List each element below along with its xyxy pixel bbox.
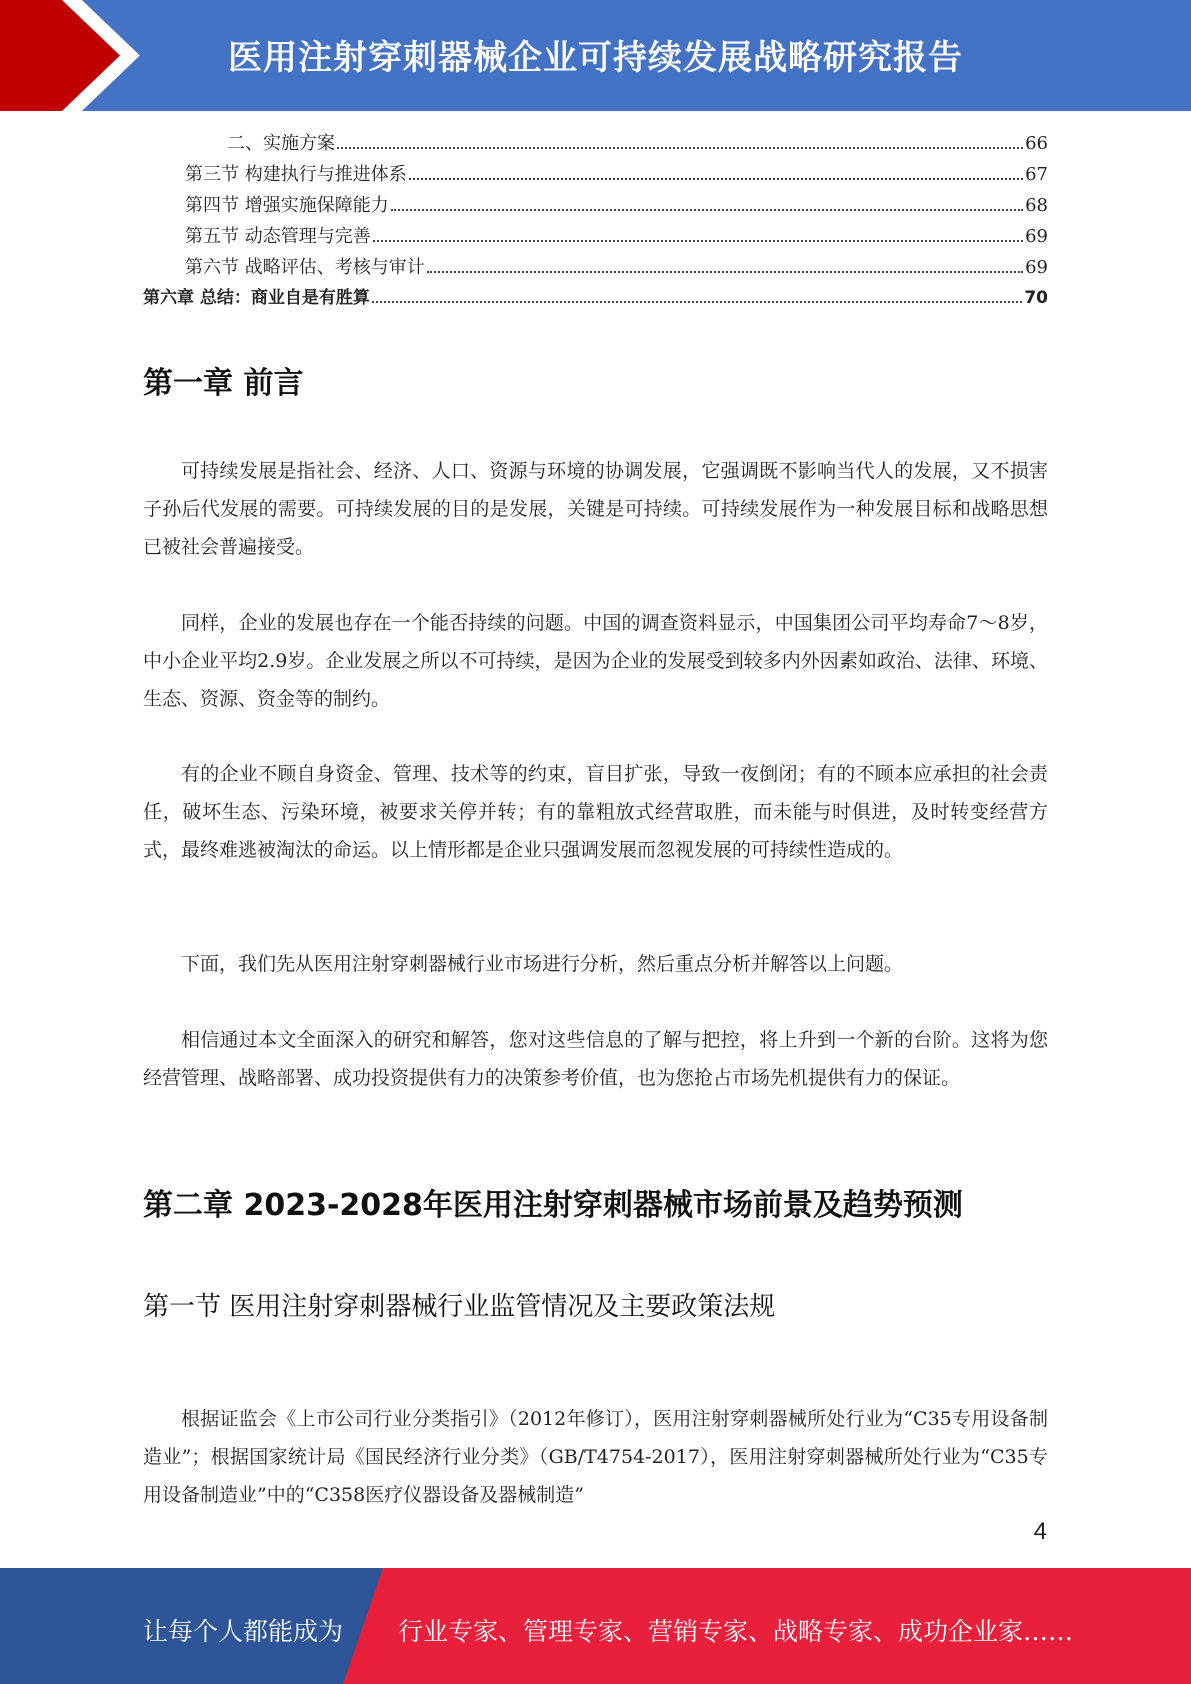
toc-dot-leader [427, 271, 1023, 273]
toc-entry[interactable] [143, 190, 1048, 221]
toc-dot-leader [373, 240, 1023, 242]
toc-entry-page: 67 [1025, 164, 1048, 185]
page-footer [0, 1568, 1191, 1684]
page-number: 4 [1033, 1518, 1047, 1545]
footer-slogan-right: 行业专家、管理专家、营销专家、战略专家、成功企业家…… [398, 1617, 1074, 1646]
toc-entry-page: 66 [1025, 133, 1048, 154]
section-1-paragraph: 根据证监会《上市公司行业分类指引》（2012年修订），医用注射穿刺器械所处行业为“C35专用设备制造业”；根据国家统计局《国民经济行业分类》（GB/T4754-2017），医用注射穿刺器械所处行业为“C35专用设备制造业”中的“C358医疗仪器设备及器械制造” [143, 1408, 1048, 1506]
toc-entry-label: 二、实施方案 [227, 133, 335, 154]
chapter-1-heading: 第一章 前言 [143, 366, 304, 401]
toc-entry-page: 68 [1025, 195, 1048, 216]
toc-entry-label: 第三节 构建执行与推进体系 [185, 164, 407, 185]
paragraph-5: 相信通过本文全面深入的研究和解答，您对这些信息的了解与把控，将上升到一个新的台阶。这将为您经营管理、战略部署、成功投资提供有力的决策参考价值，也为您抢占市场先机提供有力的保证。 [143, 1029, 1048, 1089]
toc-entry-page: 69 [1025, 257, 1048, 278]
toc-entry-page: 70 [1024, 288, 1048, 308]
section-1-heading: 第一节 医用注射穿刺器械行业监管情况及主要政策法规 [143, 1292, 776, 1322]
paragraph-2: 同样，企业的发展也存在一个能否持续的问题。中国的调查资料显示，中国集团公司平均寿命7～8岁，中小企业平均2.9岁。企业发展之所以不可持续，是因为企业的发展受到较多内外因素如政治、法律、环境、生态、资源、资金等的制约。 [143, 612, 1048, 710]
toc-entry[interactable] [143, 252, 1048, 283]
toc-entry-label: 第六节 战略评估、考核与审计 [185, 257, 425, 278]
paragraph-4: 下面，我们先从医用注射穿刺器械行业市场进行分析，然后重点分析并解答以上问题。 [181, 953, 904, 975]
table-of-contents [143, 128, 1048, 314]
paragraph-1: 可持续发展是指社会、经济、人口、资源与环境的协调发展，它强调既不影响当代人的发展，又不损害子孙后代发展的需要。可持续发展的目的是发展，关键是可持续。可持续发展作为一种发展目标和战略思想已被社会普遍接受。 [143, 460, 1048, 558]
toc-entry[interactable] [143, 159, 1048, 190]
toc-dot-leader [409, 178, 1023, 180]
toc-entry[interactable] [143, 283, 1048, 314]
toc-dot-leader [337, 147, 1023, 149]
report-title: 医用注射穿刺器械企业可持续发展战略研究报告 [228, 38, 963, 78]
toc-entry[interactable] [143, 128, 1048, 159]
toc-dot-leader [372, 301, 1022, 303]
toc-entry-label: 第四节 增强实施保障能力 [185, 195, 389, 216]
red-chevron-icon [0, 0, 160, 111]
toc-entry-label: 第五节 动态管理与完善 [185, 226, 371, 247]
paragraph-3: 有的企业不顾自身资金、管理、技术等的约束，盲目扩张，导致一夜倒闭；有的不顾本应承担的社会责任，破坏生态、污染环境，被要求关停并转；有的靠粗放式经营取胜，而未能与时俱进，及时转变经营方式，最终难逃被淘汰的命运。以上情形都是企业只强调发展而忽视发展的可持续性造成的。 [143, 763, 1048, 861]
toc-entry[interactable] [143, 221, 1048, 252]
footer-slogan-left: 让每个人都能成为 [143, 1617, 344, 1646]
chapter-2-heading: 第二章 2023-2028年医用注射穿刺器械市场前景及趋势预测 [143, 1188, 963, 1223]
page-header [0, 0, 1191, 111]
toc-dot-leader [391, 209, 1023, 211]
toc-entry-page: 69 [1025, 226, 1048, 247]
toc-entry-label: 第六章 总结：商业自是有胜算 [143, 288, 370, 308]
